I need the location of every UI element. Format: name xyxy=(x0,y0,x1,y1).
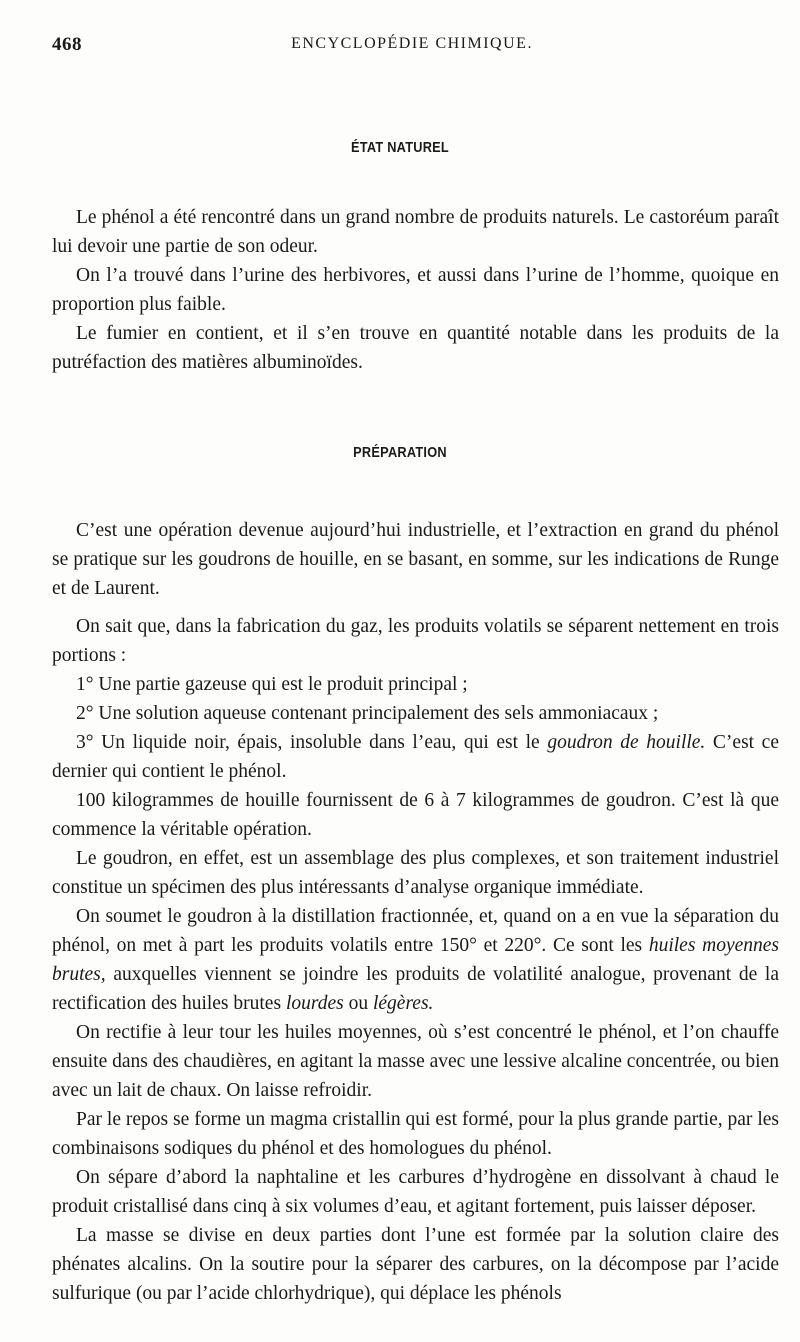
paragraph: Le phénol a été rencontré dans un grand nombre de produits naturels. Le castoréum paraît lui devoir une partie de son odeur. xyxy=(52,207,779,257)
paragraph: On l’a trouvé dans l’urine des herbivores, et aussi dans l’urine de l’homme, quoique en proportion plus faible. xyxy=(52,265,779,315)
paragraph: On sépare d’abord la naphtaline et les carbures d’hydrogène en dissolvant à chaud le produit cristallisé dans cinq à six volumes d’eau, et agitant fortement, puis laisser déposer. xyxy=(52,1167,779,1217)
paragraph: On rectifie à leur tour les huiles moyennes, où s’est concentré le phénol, et l’on chauffe ensuite dans des chaudières, en agitant la masse avec une lessive alcaline concentrée, ou bien avec un lait de chaux. On laisse refroidir. xyxy=(52,1022,779,1101)
page-number: 468 xyxy=(52,34,82,55)
list-item: 2° Une solution aqueuse contenant principalement des sels ammoniacaux ; xyxy=(76,703,659,724)
italic-term: huiles moyennes brutes, xyxy=(52,935,779,985)
text-run: C’est ce dernier qui contient le phénol. xyxy=(52,732,779,782)
section-etat-naturel-body xyxy=(52,203,779,377)
running-title: ENCYCLOPÉDIE CHIMIQUE. xyxy=(291,35,533,52)
text-run: ou xyxy=(343,993,373,1014)
list-item xyxy=(52,728,779,786)
section-heading-etat-naturel: ÉTAT NATUREL xyxy=(351,139,449,156)
text-run: auxquelles viennent se joindre les produits de volatilité analogue, provenant de la rectification des huiles brutes xyxy=(52,964,779,1014)
text-run: On soumet le goudron à la distillation fractionnée, et, quand on a en vue la séparation du phénol, on met à part les produits volatils entre 150° et 220°. Ce sont les xyxy=(52,906,779,956)
paragraph: Le fumier en contient, et il s’en trouve en quantité notable dans les produits de la putréfaction des matières albuminoïdes. xyxy=(52,323,779,373)
paragraph: Le goudron, en effet, est un assemblage des plus complexes, et son traitement industriel constitue un spécimen des plus intéressants d’analyse organique immédiate. xyxy=(52,848,779,898)
running-head xyxy=(52,34,772,56)
paragraph: On sait que, dans la fabrication du gaz, les produits volatils se séparent nettement en trois portions : xyxy=(52,616,779,666)
paragraph: C’est une opération devenue aujourd’hui industrielle, et l’extraction en grand du phénol se pratique sur les goudrons de houille, en se basant, en somme, sur les indications de Runge et de Laurent. xyxy=(52,520,779,599)
list-item: 1° Une partie gazeuse qui est le produit principal ; xyxy=(76,674,468,695)
section-heading-preparation: PRÉPARATION xyxy=(353,444,447,461)
italic-term: lourdes xyxy=(285,993,344,1014)
section-preparation-body xyxy=(52,516,779,1308)
text-run: 3° Un liquide noir, épais, insoluble dans l’eau, qui est le xyxy=(76,732,548,753)
italic-term: goudron de houille. xyxy=(547,732,706,753)
paragraph: 100 kilogrammes de houille fournissent de 6 à 7 kilogrammes de goudron. C’est là que commence la véritable opération. xyxy=(52,790,779,840)
paragraph: La masse se divise en deux parties dont l’une est formée par la solution claire des phénates alcalins. On la soutire pour la séparer des carbures, on la décompose par l’acide sulfurique (ou par l’acide chlorhydrique), qui déplace les phénols xyxy=(52,1225,779,1304)
paragraph xyxy=(52,902,779,1018)
paragraph: Par le repos se forme un magma cristallin qui est formé, pour la plus grande partie, par les combinaisons sodiques du phénol et des homologues du phénol. xyxy=(52,1109,779,1159)
italic-term: légères. xyxy=(372,993,434,1014)
